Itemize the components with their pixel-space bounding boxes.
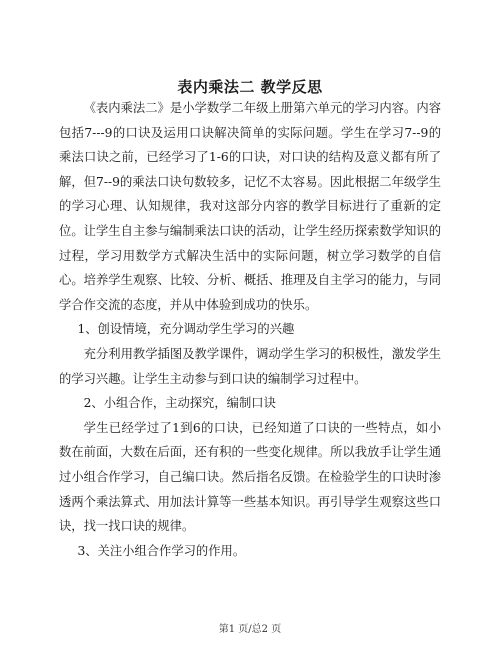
section-heading-3: 3、关注小组合作学习的作用。 [77, 543, 246, 558]
document-title: 表内乘法二 教学反思 [177, 78, 323, 96]
intro-paragraph: 《表内乘法二》是小学数学二年级上册第六单元的学习内容。内容包括7---9的口诀及运用口诀解决简单的实际问题。学生在学习7--9的乘法口诀之前，已经学习了1-6的口诀，对口诀的结构及意义都有所了解，但7--9的乘法口诀句数较多，记忆不太容易。因此根据二年级学生的学习心理、认知规律，我对这部分内容的教学目标进行了重新的定位。让学生自主参与编制乘法口诀的活动，让学生经历探索数学知识的过程，学习用数学方式解决生活中的实际问题，树立学习数学的自信心。培养学生观察、比较、分析、概括、推理及自主学习的能力，与同学合作交流的态度，并从中体验到成功的快乐。 [59, 101, 441, 312]
section-paragraph-2: 学生已经学过了1到6的口诀，已经知道了口诀的一些特点，如小数在前面，大数在后面，还有积的一些变化规律。所以我放手让学生通过小组合作学习，自己编口诀。然后指名反馈。在检验学生的口诀时渗透两个乘法算式、用加法计算等一些基本知识。再引导学生观察这些口诀，找一找口诀的规律。 [59, 420, 441, 534]
page-footer: 第1 页/总2 页 [218, 624, 282, 635]
section-heading-2: 2、小组合作，主动探究，编制口诀 [83, 396, 276, 411]
section-paragraph-1: 充分利用教学插图及教学课件，调动学生学习的积极性，激发学生的学习兴趣。让学生主动参与到口诀的编制学习过程中。 [59, 346, 441, 386]
section-heading-1: 1、创设情境，充分调动学生学习的兴趣 [77, 322, 295, 337]
document-body [59, 96, 441, 563]
